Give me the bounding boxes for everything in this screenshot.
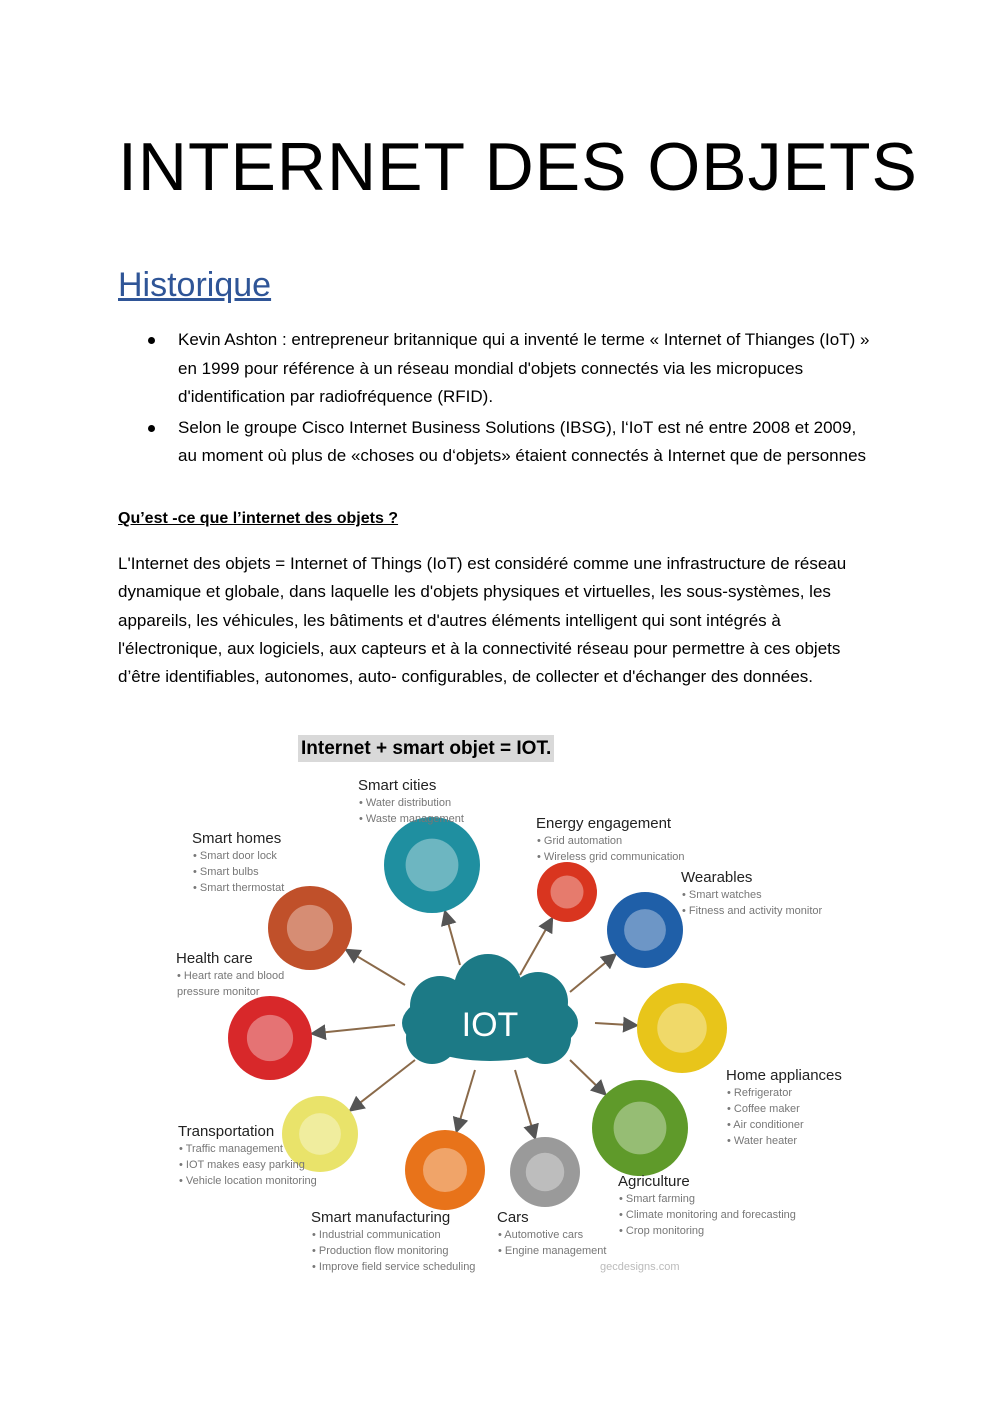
node-item: • Coffee maker <box>727 1103 800 1115</box>
node-item: • Smart watches <box>682 889 762 901</box>
subheading-definition: Qu’est -ce que l’internet des objets ? <box>118 510 399 527</box>
node-item: • Refrigerator <box>727 1087 792 1099</box>
node-item: • Smart thermostat <box>193 882 285 894</box>
node-item: • Smart farming <box>619 1193 695 1205</box>
node-item: • Industrial communication <box>312 1229 441 1241</box>
node-title: Transportation <box>178 1123 275 1140</box>
node-icon-placeholder <box>526 1153 565 1192</box>
node-icon-placeholder <box>423 1148 467 1192</box>
connector-arrow <box>447 917 460 965</box>
node-item: • Vehicle location monitoring <box>179 1175 317 1187</box>
formula-highlight: Internet + smart objet = IOT. <box>298 735 554 762</box>
node-title: Energy engagement <box>536 815 672 832</box>
connector-arrow <box>355 1060 415 1107</box>
connector-arrow <box>515 1070 533 1133</box>
iot-cloud <box>402 954 578 1064</box>
node-item: • Water distribution <box>359 797 452 809</box>
node-item: • Waste management <box>359 813 464 825</box>
node-item: • Grid automation <box>537 835 623 847</box>
node-icon-placeholder <box>551 876 584 909</box>
definition-paragraph: L'Internet des objets = Internet of Things (IoT) est considéré comme une infrastructure de réseau dynamique et globale, dans laquelle les d'objets physiques et virtuelles, les sous-systèmes, les appareils, les véhicules, les bâtiments et d'autres éléments intelligent qui sont intégrés à l'électronique, aux logiciels, aux capteurs et à la connectivité réseau pour permettre à ces objets d’être identifiables, autonomes, auto- configurables, de collecter et d'échanger des données. <box>118 554 847 687</box>
connector-arrow <box>570 1060 601 1090</box>
node-item: • Water heater <box>727 1135 798 1147</box>
iot-center-label: IOT <box>461 1006 519 1044</box>
node-icon-placeholder <box>614 1102 667 1155</box>
node-item: • Engine management <box>498 1245 607 1257</box>
node-item: • Smart bulbs <box>193 866 259 878</box>
node-icon-placeholder <box>287 905 333 951</box>
node-title: Health care <box>176 950 253 967</box>
node-item: • IOT makes easy parking <box>179 1159 305 1171</box>
node-icon-placeholder <box>299 1113 341 1155</box>
connector-arrow <box>595 1023 631 1025</box>
node-title: Agriculture <box>618 1173 690 1190</box>
section-heading-historique: Historique <box>118 266 272 304</box>
node-item: • Fitness and activity monitor <box>682 905 823 917</box>
node-item: • Improve field service scheduling <box>312 1261 476 1273</box>
connector-arrow <box>351 953 405 985</box>
node-item: • Production flow monitoring <box>312 1245 449 1257</box>
bullet-item: Kevin Ashton : entrepreneur britannique qui a inventé le terme « Internet of Thianges (IoT) » en 1999 pour référence à un réseau mondial d'objets connectés via les micropuces d'identification par radiofréquence (RFID). <box>178 326 878 412</box>
watermark: gecdesigns.com <box>600 1261 680 1273</box>
node-item: • Wireless grid communication <box>537 851 685 863</box>
node-item: • Crop monitoring <box>619 1225 705 1237</box>
node-icon-placeholder <box>624 909 666 951</box>
node-title: Smart manufacturing <box>311 1209 451 1226</box>
node-title: Smart cities <box>358 777 437 794</box>
history-bullet-list <box>178 326 878 473</box>
node-title: Home appliances <box>726 1067 842 1084</box>
connector-arrow <box>570 958 611 992</box>
node-item: • Air conditioner <box>727 1119 804 1131</box>
node-item: • Smart door lock <box>193 850 277 862</box>
node-title: Cars <box>497 1209 529 1226</box>
node-icon-placeholder <box>657 1003 707 1053</box>
connector-arrow <box>458 1070 475 1126</box>
connector-arrow <box>520 923 549 975</box>
node-title: Wearables <box>681 869 753 886</box>
node-item: • Climate monitoring and forecasting <box>619 1209 796 1221</box>
node-item: • Automotive cars <box>498 1229 584 1241</box>
connector-arrow <box>318 1025 395 1033</box>
node-item: • Traffic management <box>179 1143 283 1155</box>
bullet-item: Selon le groupe Cisco Internet Business Solutions (IBSG), l‘IoT est né entre 2008 et 2009, au moment où plus de «choses ou d‘objets» étaient connectés à Internet que de personnes <box>178 414 878 471</box>
node-icon-placeholder <box>247 1015 293 1061</box>
node-title: Smart homes <box>192 830 282 847</box>
node-item: pressure monitor <box>177 986 260 998</box>
document-title: INTERNET DES OBJETS <box>118 129 918 205</box>
node-item: • Heart rate and blood <box>177 970 285 982</box>
iot-diagram <box>170 770 850 1285</box>
node-icon-placeholder <box>406 839 459 892</box>
